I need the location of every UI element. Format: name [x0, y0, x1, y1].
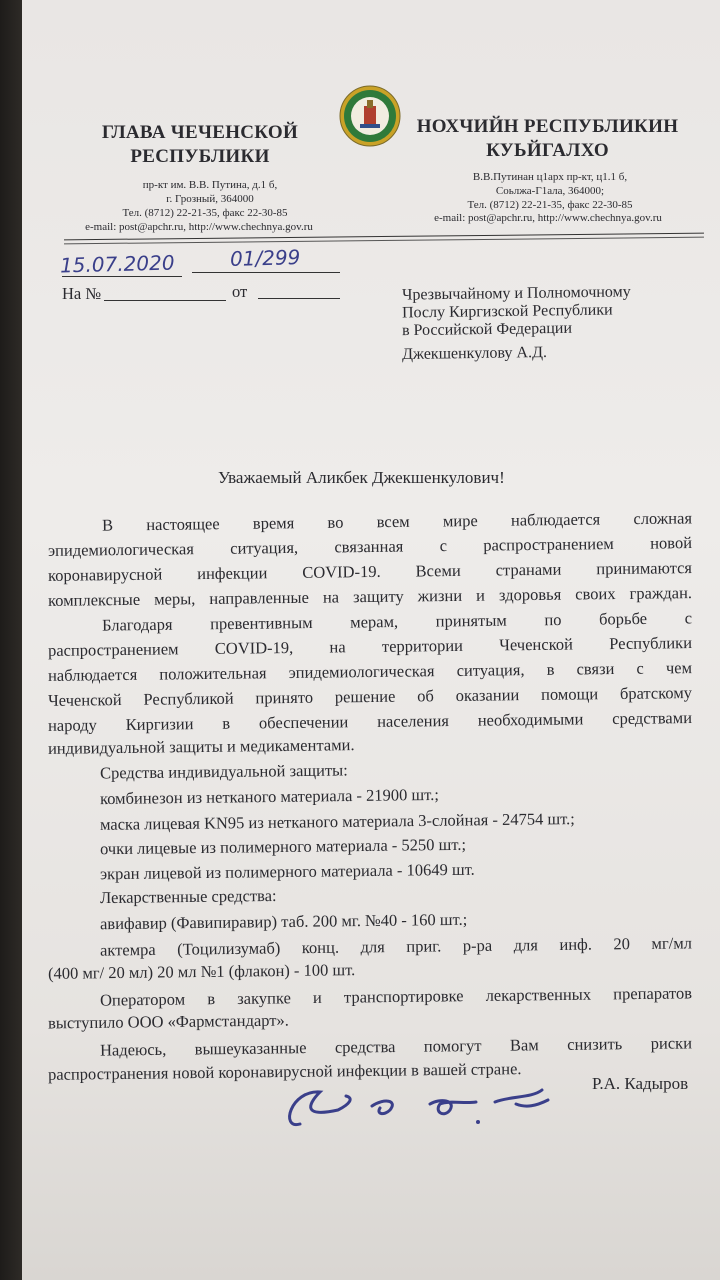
p3-line1: Оператором в закупке и транспортировке лекарственных препаратов [99, 983, 693, 1010]
p2-line4: Чеченской Республикой принято решение об оказании помощи братскому [47, 683, 693, 710]
header-right-phone: Тел. (8712) 22-21-35, факс 22-30-85 [467, 199, 633, 211]
header-left-email: e-mail: post@apchr.ru, http://www.chechnya.gov.ru [85, 221, 313, 233]
ot-label: от [232, 282, 248, 301]
list-item-goggles: очки лицевые из полимерного материала - 5250 шт.; [99, 834, 467, 859]
header-left-addr1: пр-кт им. В.В. Путина, д.1 б, [142, 179, 278, 191]
p4-line1: Надеюсь, вышеуказанные средства помогут Вам снизить риски [99, 1033, 693, 1060]
date-underline [62, 276, 182, 277]
p2-line1: Благодаря превентивным мерам, принятым по борьбе с [101, 608, 693, 635]
p4-line2: распространения новой коронавирусной инфекции в вашей стране. [47, 1059, 522, 1084]
p2-line6: индивидуальной защиты и медикаментами. [47, 735, 355, 758]
header-right-email: e-mail: post@apchr.ru, http://www.chechnya.gov.ru [434, 212, 662, 224]
header-right-title-1: НОХЧИЙН РЕСПУБЛИКИН [416, 116, 679, 137]
sredstva-heading: Средства индивидуальной защиты: [99, 760, 348, 783]
list-item-mask: маска лицевая KN95 из нетканого материала 3-слойная - 24754 шт.; [99, 809, 575, 834]
addressee-line1: Чрезвычайному и Полномочному [401, 283, 631, 304]
number-underline [192, 272, 340, 273]
chechen-emblem-icon [338, 84, 402, 148]
p1-line2: эпидемиологическая ситуация, связанная с распространением новой [47, 533, 693, 560]
p3-line2: выступило ООО «Фармстандарт». [47, 1010, 289, 1033]
p2-line3: наблюдается положительная эпидемиологическая ситуация, в связи с чем [47, 658, 693, 685]
p2-line2: распространением COVID-19, на территории Чеченской Республики [47, 633, 693, 660]
list-item-actemra-2: (400 мг/ 20 мл) 20 мл №1 (флакон) - 100 шт. [47, 960, 356, 983]
signatory-name: Р.А. Кадыров [592, 1074, 689, 1093]
list-item-actemra-1: актемра (Тоцилизумаб) конц. для приг. р-ра для инф. 20 мг/мл [99, 933, 693, 960]
list-item-face-shield: экран лицевой из полимерного материала - 10649 шт. [99, 859, 475, 884]
header-left-title-1: ГЛАВА ЧЕЧЕНСКОЙ [101, 122, 299, 143]
greeting: Уважаемый Аликбек Джекшенкулович! [218, 468, 505, 487]
header-right-title-2: КУЬЙГАЛХО [486, 140, 609, 161]
handwritten-date: 15.07.2020 [59, 250, 175, 278]
header-left-phone: Тел. (8712) 22-21-35, факс 22-30-85 [122, 207, 288, 219]
p1-line1: В настоящее время во всем мире наблюдается сложная [101, 508, 693, 535]
list-item-avifavir: авифавир (Фавипиравир) таб. 200 мг. №40 - 160 шт.; [99, 909, 468, 934]
na-underline [104, 300, 226, 301]
handwritten-signature [280, 1080, 570, 1140]
na-label: На № [62, 284, 102, 303]
header-right-addr2: Соьлжа-Г1ала, 364000; [495, 185, 605, 197]
p1-line3: коронавирусной инфекции COVID-19. Всеми странами принимаются [47, 558, 693, 585]
addressee-name: Джекшенкулову А.Д. [401, 343, 548, 364]
addressee-line2: Послу Киргизской Республики [401, 301, 613, 322]
ot-underline [258, 298, 340, 299]
p1-line4: комплексные меры, направленные на защиту жизни и здоровья своих граждан. [47, 583, 693, 610]
list-item-overalls: комбинезон из нетканого материала - 21900 шт.; [99, 784, 439, 809]
lek-heading: Лекарственные средства: [99, 885, 277, 908]
addressee-line3: в Российской Федерации [401, 319, 573, 340]
header-left-title-2: РЕСПУБЛИКИ [130, 146, 270, 167]
handwritten-number: 01/299 [229, 245, 301, 271]
header-right-addr1: В.В.Путинан ц1арх пр-кт, ц1.1 б, [472, 171, 628, 183]
header-left-addr2: г. Грозный, 364000 [166, 193, 254, 205]
p2-line5: народу Киргизии в обеспечении населения необходимыми средствами [47, 708, 693, 735]
